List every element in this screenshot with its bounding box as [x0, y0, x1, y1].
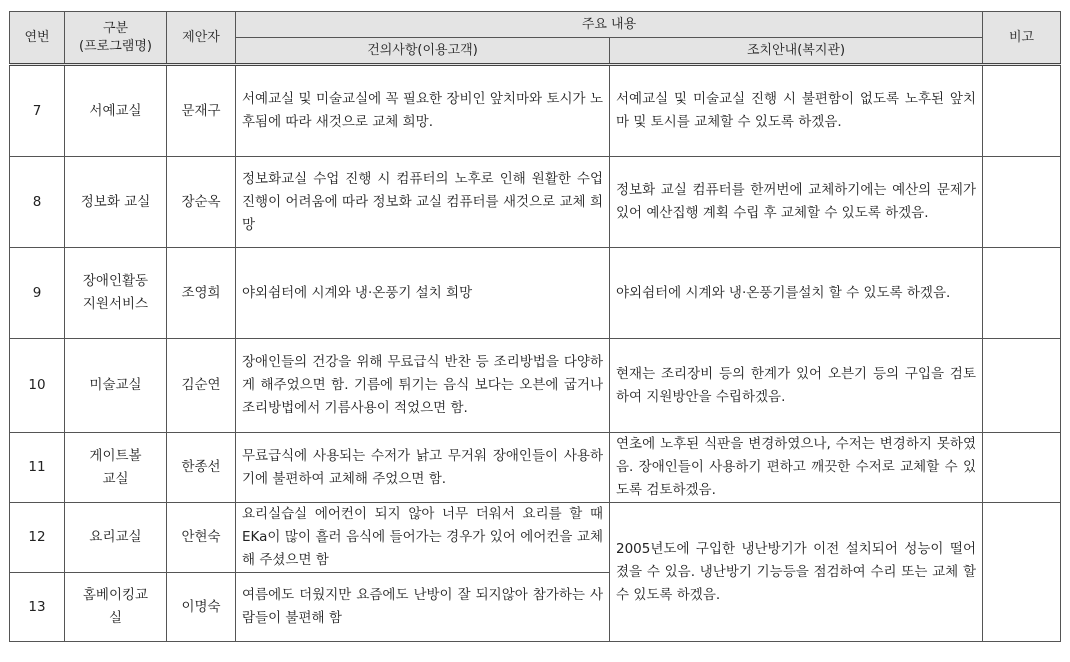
- row-action: 서예교실 및 미술교실 진행 시 불편함이 없도록 노후된 앞치마 및 토시를 교체할 수 있도록 하겠음.: [610, 65, 983, 157]
- row-proposer: 문재구: [167, 65, 236, 157]
- row-number: 8: [10, 157, 65, 248]
- row-category: 요리교실: [65, 503, 167, 573]
- header-proposer: 제안자: [167, 12, 236, 65]
- row-category-line1: 게이트볼: [89, 447, 142, 464]
- row-action: 야외쉼터에 시계와 냉·온풍기를설치 할 수 있도록 하겠음.: [610, 248, 983, 339]
- row-category-line1: 장애인활동: [82, 273, 149, 289]
- row-suggestion: 요리실습실 에어컨이 되지 않아 너무 더워서 요리를 할 때 EKa이 많이 흘러 음식에 들어가는 경우가 있어 에어컨을 교체해 주셨으면 함: [236, 503, 610, 573]
- row-action: 정보화 교실 컴퓨터를 한꺼번에 교체하기에는 예산의 문제가 있어 예산집행 계획 수립 후 교체할 수 있도록 하겠음.: [610, 157, 983, 248]
- row-remarks: [983, 157, 1061, 248]
- header-action: 조치안내(복지관): [610, 38, 983, 65]
- row-suggestion: 여름에도 더웠지만 요즘에도 난방이 잘 되지않아 참가하는 사람들이 불편해 함: [236, 573, 610, 642]
- header-remarks: 비고: [983, 12, 1061, 65]
- row-number: 12: [10, 503, 65, 573]
- header-main-content: 주요 내용: [236, 12, 983, 38]
- table-row: [10, 248, 1061, 339]
- row-proposer: 안현숙: [167, 503, 236, 573]
- header-category-line2: (프로그램명): [79, 38, 152, 54]
- row-proposer: 한종선: [167, 433, 236, 503]
- row-number: 11: [10, 433, 65, 503]
- row-action: 현재는 조리장비 등의 한계가 있어 오븐기 등의 구입을 검토하여 지원방안을 수립하겠음.: [610, 339, 983, 433]
- row-number: 13: [10, 573, 65, 642]
- row-category-line2: 교실: [102, 470, 129, 487]
- row-remarks: [983, 339, 1061, 433]
- row-category-line2: 지원서비스: [82, 296, 149, 312]
- header-no: 연번: [10, 12, 65, 65]
- row-action-shared: 2005년도에 구입한 냉난방기가 이전 설치되어 성능이 떨어졌을 수 있음. 냉난방기 기능등을 점검하여 수리 또는 교체 할 수 있도록 하겠음.: [610, 503, 983, 642]
- row-category: 정보화 교실: [65, 157, 167, 248]
- row-proposer: 이명숙: [167, 573, 236, 642]
- table-row: [10, 65, 1061, 157]
- row-category-line2: 실: [108, 610, 123, 626]
- row-action: 연초에 노후된 식판을 변경하였으나, 수저는 변경하지 못하였음. 장애인들이 사용하기 편하고 깨끗한 수저로 교체할 수 있도록 검토하겠음.: [610, 433, 983, 503]
- table-row: [10, 157, 1061, 248]
- row-category: [65, 248, 167, 339]
- row-suggestion: 야외쉼터에 시계와 냉·온풍기 설치 희망: [236, 248, 610, 339]
- row-category: [65, 573, 167, 642]
- row-suggestion: 서예교실 및 미술교실에 꼭 필요한 장비인 앞치마와 토시가 노후됨에 따라 새것으로 교체 희망.: [236, 65, 610, 157]
- row-category-line1: 홈베이킹교: [82, 587, 149, 603]
- row-proposer: 조영희: [167, 248, 236, 339]
- row-suggestion: 무료급식에 사용되는 수저가 낡고 무거워 장애인들이 사용하기에 불편하여 교체해 주었으면 함.: [236, 433, 610, 503]
- header-suggestion: 건의사항(이용고객): [236, 38, 610, 65]
- row-category: 미술교실: [65, 339, 167, 433]
- row-proposer: 장순옥: [167, 157, 236, 248]
- row-remarks: [983, 248, 1061, 339]
- header-category-line1: 구분: [102, 20, 129, 36]
- row-remarks: [983, 65, 1061, 157]
- row-number: 10: [10, 339, 65, 433]
- table-row: [10, 433, 1061, 503]
- table-row: [10, 503, 1061, 573]
- row-suggestion: 정보화교실 수업 진행 시 컴퓨터의 노후로 인해 원활한 수업 진행이 어려움에 따라 정보화 교실 컴퓨터를 새것으로 교체 희망: [236, 157, 610, 248]
- row-number: 7: [10, 65, 65, 157]
- table-row: [10, 339, 1061, 433]
- row-remarks: [983, 503, 1061, 642]
- row-proposer: 김순연: [167, 339, 236, 433]
- header-category: [65, 12, 167, 65]
- row-number: 9: [10, 248, 65, 339]
- row-category: 서예교실: [65, 65, 167, 157]
- row-category: [65, 433, 167, 503]
- row-remarks: [983, 433, 1061, 503]
- row-suggestion: 장애인들의 건강을 위해 무료급식 반찬 등 조리방법을 다양하게 해주었으면 함. 기름에 튀기는 음식 보다는 오븐에 굽거나 조리방법에서 기름사용이 적었으면 함.: [236, 339, 610, 433]
- suggestion-table: [9, 11, 1061, 642]
